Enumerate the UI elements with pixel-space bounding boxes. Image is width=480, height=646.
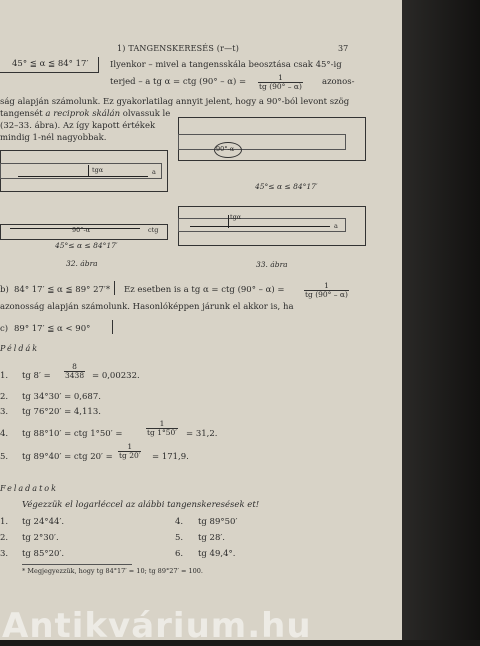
exercise-4-num: 4. (175, 517, 184, 527)
intro-line-4a: tangensét (0, 109, 43, 119)
intro-line-1: Ilyenkor – mivel a tangensskála beosztása csak 45°-ig (110, 60, 342, 70)
exercise-3-num: 3. (0, 549, 9, 559)
slide-rule-slider-lower-33 (178, 218, 346, 232)
fig32-equation: 45°≤ α ≤ 84°17′ (55, 241, 118, 250)
cursor-line (88, 165, 89, 177)
example-5-num: 5. (0, 452, 9, 462)
example-1-num: 1. (0, 371, 9, 381)
examples-heading: Példák (0, 344, 40, 353)
sec3-prefix: c) (0, 324, 9, 334)
example-4-denominator: tg 1°50′ (147, 428, 177, 437)
fig33-caption: 33. ábra (256, 260, 288, 269)
example-5-text: tg 89°40′ = ctg 20′ = (22, 452, 113, 462)
watermark: Antikvárium.hu (2, 606, 312, 646)
exercises-instruction: Végezzük el logarléccel az alábbi tangenskeresések et! (22, 500, 260, 510)
example-4-numerator: 1 (146, 420, 178, 429)
sec2-fraction (304, 280, 349, 299)
exercise-6-num: 6. (175, 549, 184, 559)
range-condition: 45° ≦ α ≦ 84° 17′ (12, 59, 89, 69)
example-2-text: tg 34°30′ = 0,687. (22, 392, 101, 402)
intro-line-4c: olvassuk le (122, 109, 171, 119)
sec2-condition: 84° 17′ ≦ α ≦ 89° 27′* (14, 285, 111, 295)
fraction-numerator: 1 (258, 74, 303, 83)
footnote: * Megjegyezzük, hogy tg 84°17′ = 10; tg 89°27′ = 100. (22, 567, 203, 575)
example-4-result: = 31,2. (186, 429, 218, 439)
exercise-1-num: 1. (0, 517, 9, 527)
intro-line-2a: terjed – a tg α = ctg (90° – α) = (110, 77, 247, 87)
sec2-fraction-numerator: 1 (304, 282, 349, 291)
intro-line-2b: azonos- (322, 77, 355, 87)
fig33-a-label: a (334, 222, 338, 230)
footnote-rule (22, 564, 132, 565)
scale-line-33 (190, 226, 330, 227)
example-4-num: 4. (0, 429, 9, 439)
intro-line-5: (32–33. ábra). Az így kapott értékek (0, 121, 156, 131)
sec3-condition: 89° 17′ ≦ α < 90° (14, 324, 91, 334)
exercise-5-num: 5. (175, 533, 184, 543)
example-5-fraction (118, 441, 141, 460)
example-1-numerator: 8 (64, 363, 85, 372)
example-1-fraction (64, 361, 85, 380)
exercise-2-text: tg 2°30′. (22, 533, 59, 543)
sec2-fraction-denominator: tg (90° – α) (305, 290, 348, 299)
example-5-numerator: 1 (118, 443, 141, 452)
example-4-fraction (146, 418, 178, 437)
exercise-3-text: tg 85°20′. (22, 549, 65, 559)
example-1-result: = 0,00232. (92, 371, 140, 381)
exercises-heading: Feladatok (0, 484, 58, 493)
example-2-num: 2. (0, 392, 9, 402)
example-3-text: tg 76°20′ = 4,113. (22, 407, 101, 417)
fig32-ctg-label: ctg (148, 226, 159, 234)
book-gutter (402, 0, 480, 640)
fig33-top-label: 90°-α (216, 145, 235, 153)
running-header: 1) TANGENSKERESÉS (r—t) (117, 44, 240, 53)
exercise-6-text: tg 49,4°. (198, 549, 236, 559)
fraction-denominator: tg (90° – α) (259, 82, 302, 91)
example-5-denominator: tg 20′ (119, 451, 141, 460)
intro-line-6: mindig 1-nél nagyobbak. (0, 133, 107, 143)
fig33-tg-label: tgα (230, 213, 242, 221)
intro-line-4 (0, 109, 170, 120)
example-1-text: tg 8′ = (22, 371, 51, 381)
sec2-prefix: b) (0, 285, 9, 295)
cursor-line-33 (228, 215, 229, 228)
intro-line-4b: a reciprok skálán (45, 109, 121, 119)
exercise-5-text: tg 28′. (198, 533, 226, 543)
sec2-text: Ez esetben is a tg α = ctg (90° – α) = (124, 285, 285, 295)
intro-fraction (258, 72, 303, 91)
page-number: 37 (338, 44, 349, 53)
exercise-4-text: tg 89°50′ (198, 517, 238, 527)
fig33-equation: 45°≤ α ≤ 84°17′ (255, 182, 318, 191)
example-5-result: = 171,9. (152, 452, 189, 462)
sec2-line-2: azonosság alapján számolunk. Hasonlóképpen járunk el akkor is, ha (0, 302, 294, 312)
exercise-1-text: tg 24°44′. (22, 517, 65, 527)
intro-line-3: ság alapján számolunk. Ez gyakorlatilag annyit jelent, hogy a 90°-ból levont szög (0, 97, 350, 107)
exercise-2-num: 2. (0, 533, 9, 543)
fig32-a-label: a (152, 168, 156, 176)
example-1-denominator: 3438 (65, 371, 85, 380)
slide-rule-slider-33 (178, 134, 346, 150)
fig32-bottom-label: 90°-α (72, 226, 91, 234)
scale-line (18, 176, 148, 177)
example-3-num: 3. (0, 407, 9, 417)
example-4-text: tg 88°10′ = ctg 1°50′ = (22, 429, 123, 439)
fig32-tg-label: tgα (92, 166, 104, 174)
fig32-caption: 32. ábra (66, 259, 98, 268)
